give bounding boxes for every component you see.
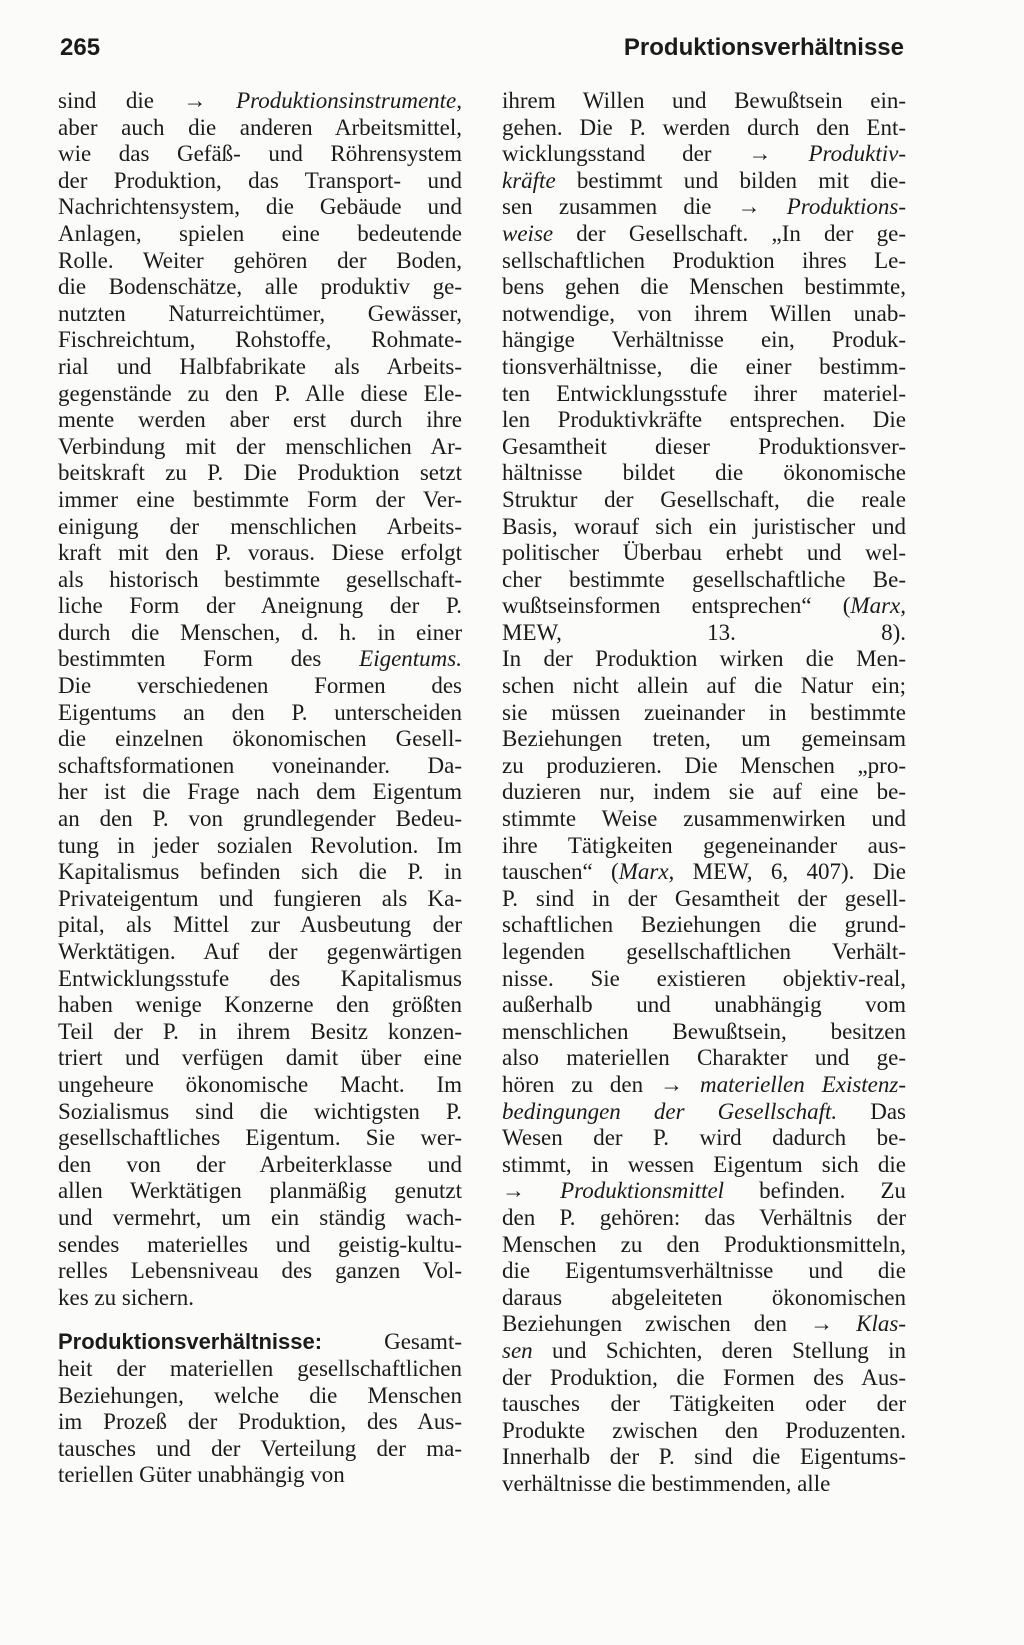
text-line: In der Produktion wirken die Men- [502,646,906,672]
text-line: Gesamtheit dieser Produktionsver- [502,433,906,459]
text-line: sen und Schichten, deren Stellung in [502,1337,906,1363]
text-line: schaftlichen Beziehungen die grund- [502,912,906,938]
text-line: bens gehen die Menschen bestimmte, [502,274,906,300]
text-line: durch die Menschen, d. h. in einer [58,619,462,645]
text-line: Fischreichtum, Rohstoffe, Rohmate- [58,327,462,353]
text-line: sen zusammen die → Produktions- [502,194,906,220]
text-line: Innerhalb der P. sind die Eigentums- [502,1444,906,1470]
entry-line: im Prozeß der Produktion, des Aus- [58,1409,462,1435]
text-line: Privateigentum und fungieren als Ka- [58,885,462,911]
text-line: tauschen“ (Marx, MEW, 6, 407). Die [502,859,906,885]
text-line: der Produktion, die Formen des Aus- [502,1364,906,1390]
text-line: tausches der Tätigkeiten oder der [502,1391,906,1417]
text-line: sind die → Produktionsinstrumente, [58,88,462,113]
text-line: sendes materielles und geistig-kultu- [58,1231,462,1257]
text-line: und vermehrt, um ein ständig wach- [58,1204,462,1230]
text-line: tionsverhältnisse, die einer bestimm- [502,353,906,379]
text-line: gegenstände zu den P. Alle diese Ele- [58,380,462,406]
left-column [58,88,462,1489]
text-line: die einzelnen ökonomischen Gesell- [58,726,462,752]
text-line: triert und verfügen damit über eine [58,1045,462,1071]
text-line: Produkte zwischen den Produzenten. [502,1417,906,1443]
text-line: stimmte Weise zusammenwirken und [502,806,906,832]
text-line: Rolle. Weiter gehören der Boden, [58,247,462,273]
entry-line: teriellen Güter unabhängig von [58,1462,345,1488]
text-line: bedingungen der Gesellschaft. Das [502,1098,906,1124]
text-line: Wesen der P. wird dadurch be- [502,1125,906,1151]
text-line: den P. gehören: das Verhältnis der [502,1204,906,1230]
text-line: duzieren nur, indem sie auf eine be- [502,779,906,805]
text-line: ihre Tätigkeiten gegeneinander aus- [502,832,906,858]
text-line: nisse. Sie existieren objektiv-real, [502,965,906,991]
text-line: hältnisse bildet die ökonomische [502,460,906,486]
text-line: ten Entwicklungsstufe ihrer materiel- [502,380,906,406]
running-head: Produktionsverhältnisse [623,34,904,61]
text-line: pital, als Mittel zur Ausbeutung der [58,912,462,938]
text-line: immer eine bestimmte Form der Ver- [58,486,462,512]
text-line: gehen. Die P. werden durch den Ent- [502,114,906,140]
text-line: an den P. von grundlegender Bedeu- [58,806,462,832]
text-line: menschlichen Bewußtsein, besitzen [502,1018,906,1044]
text-line: → Produktionsmittel befinden. Zu [502,1178,907,1204]
text-line: tung in jeder sozialen Revolution. Im [58,832,462,858]
right-column [502,88,906,1497]
text-line: den von der Arbeiterklasse und [58,1151,462,1177]
text-line: der Produktion, das Transport- und [58,167,462,193]
entry-line: heit der materiellen gesellschaftlichen [58,1355,462,1381]
page-number: 265 [60,34,101,61]
text-line: Basis, worauf sich ein juristischer und [502,513,906,539]
text-line: hängige Verhältnisse ein, Produk- [502,327,906,353]
text-line: zu produzieren. Die Menschen „pro- [502,752,906,778]
text-line: Beziehungen zwischen den → Klas- [502,1311,906,1337]
entry-spacing [58,1311,462,1329]
text-line: cher bestimmte gesellschaftliche Be- [502,566,906,592]
text-line: einigung der menschlichen Arbeits- [58,513,462,539]
entry-line: Beziehungen, welche die Menschen [58,1382,462,1408]
text-line: schen nicht allein auf die Natur ein; [502,673,906,699]
entry-line: Produktionsverhältnisse: Gesamt- [58,1329,462,1355]
text-line: Die verschiedenen Formen des [58,673,462,699]
text-line: Kapitalismus befinden sich die P. in [58,859,462,885]
entry-headword: Produktionsverhältnisse: [58,1329,323,1355]
text-line: wußtseinsformen entsprechen“ (Marx, [502,593,906,619]
text-line: daraus abgeleiteten ökonomischen [502,1284,906,1310]
text-line: kräfte bestimmt und bilden mit die- [502,167,906,193]
text-line: Werktätigen. Auf der gegenwärtigen [58,939,462,964]
text-line: haben wenige Konzerne den größten [58,992,462,1018]
text-line: Menschen zu den Produktionsmitteln, [502,1231,906,1257]
text-line: wie das Gefäß- und Röhrensystem [58,141,462,167]
text-line: liche Form der Aneignung der P. [58,593,462,619]
text-line: Eigentums an den P. unterscheiden [58,699,462,725]
text-line: sie müssen zueinander in bestimmte [502,699,906,725]
text-line: also materiellen Charakter und ge- [502,1045,906,1071]
text-line: P. sind in der Gesamtheit der gesell- [502,885,906,911]
text-line: notwendige, von ihrem Willen unab- [502,300,906,326]
text-line: her ist die Frage nach dem Eigentum [58,779,462,805]
text-line: gesellschaftliches Eigentum. Sie wer- [58,1125,462,1151]
text-line: Nachrichtensystem, die Gebäude und [58,194,462,220]
text-line: relles Lebensniveau des ganzen Vol- [58,1258,462,1284]
text-line: nutzten Naturreichtümer, Gewässer, [58,300,462,326]
text-line: aber auch die anderen Arbeitsmittel, [58,114,462,140]
text-line: schaftsformationen voneinander. Da- [58,752,462,778]
text-line: rial und Halbfabrikate als Arbeits- [58,353,462,379]
text-line: MEW, 13. 8). [502,619,906,645]
text-line: als historisch bestimmte gesellschaft- [58,566,462,592]
text-line: allen Werktätigen planmäßig genutzt [58,1178,462,1204]
text-line: bestimmten Form des Eigentums. [58,646,462,672]
text-line: verhältnisse die bestimmenden, alle [502,1470,831,1496]
text-line: kraft mit den P. voraus. Diese erfolgt [58,540,462,566]
text-line: sellschaftlichen Produktion ihres Le- [502,247,906,273]
text-line: Verbindung mit der menschlichen Ar- [58,433,462,459]
text-line: ungeheure ökonomische Macht. Im [58,1071,462,1097]
text-line: die Bodenschätze, alle produktiv ge- [58,274,462,300]
text-line: die Eigentumsverhältnisse und die [502,1258,906,1284]
text-line: Struktur der Gesellschaft, die reale [502,486,906,512]
text-line: Beziehungen treten, um gemeinsam [502,726,906,752]
text-line: legenden gesellschaftlichen Verhält- [502,939,906,964]
text-line: Teil der P. in ihrem Besitz konzen- [58,1018,462,1044]
text-line: Anlagen, spielen eine bedeutende [58,220,462,246]
text-line: Entwicklungsstufe des Kapitalismus [58,965,462,991]
text-line: kes zu sichern. [58,1284,195,1310]
entry-line: tausches und der Verteilung der ma- [58,1435,462,1461]
text-line: len Produktivkräfte entsprechen. Die [502,407,906,433]
text-line: stimmt, in wessen Eigentum sich die [502,1151,906,1177]
text-line: ihrem Willen und Bewußtsein ein- [502,88,906,113]
text-line: außerhalb und unabhängig vom [502,992,906,1018]
text-line: beitskraft zu P. Die Produktion setzt [58,460,462,486]
text-line: hören zu den → materiellen Existenz- [502,1071,906,1097]
text-line: Sozialismus sind die wichtigsten P. [58,1098,462,1124]
text-line: weise der Gesellschaft. „In der ge- [502,220,906,246]
text-line: politischer Überbau erhebt und wel- [502,540,906,566]
text-line: wicklungsstand der → Produktiv- [502,141,907,167]
text-line: mente werden aber erst durch ihre [58,407,462,433]
